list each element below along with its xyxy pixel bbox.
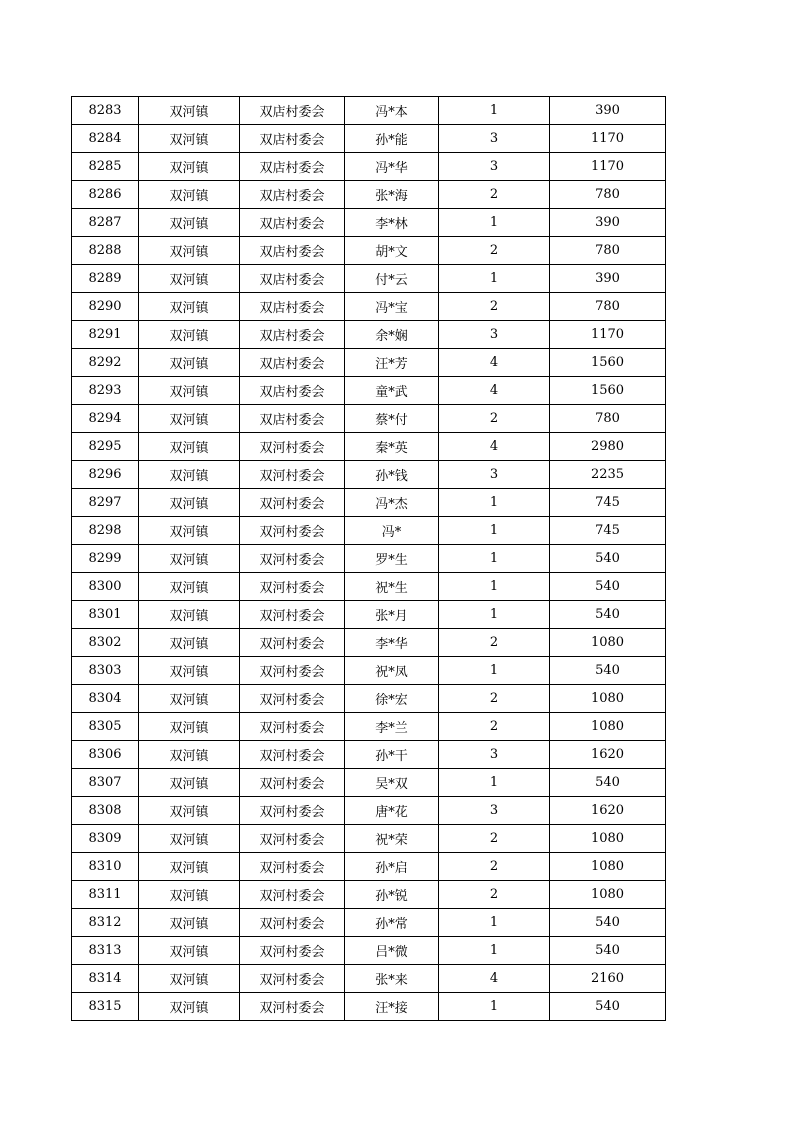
amount-cell: 1620 <box>550 741 666 769</box>
town-cell: 双河镇 <box>139 517 240 545</box>
village-committee-cell: 双河村委会 <box>240 853 345 881</box>
name-cell: 冯*宝 <box>345 293 439 321</box>
village-committee-cell: 双河村委会 <box>240 573 345 601</box>
village-committee-cell: 双河村委会 <box>240 433 345 461</box>
table-row <box>72 545 666 573</box>
count-cell: 2 <box>439 629 550 657</box>
village-committee-cell: 双店村委会 <box>240 237 345 265</box>
village-committee-cell: 双河村委会 <box>240 489 345 517</box>
village-committee-cell: 双店村委会 <box>240 209 345 237</box>
count-cell: 2 <box>439 825 550 853</box>
amount-cell: 745 <box>550 517 666 545</box>
count-cell: 1 <box>439 601 550 629</box>
name-cell: 吕*微 <box>345 937 439 965</box>
name-cell: 汪*芳 <box>345 349 439 377</box>
village-committee-cell: 双店村委会 <box>240 97 345 125</box>
town-cell: 双河镇 <box>139 965 240 993</box>
town-cell: 双河镇 <box>139 293 240 321</box>
table-row <box>72 937 666 965</box>
name-cell: 童*武 <box>345 377 439 405</box>
village-committee-cell: 双河村委会 <box>240 713 345 741</box>
table-row <box>72 125 666 153</box>
village-committee-cell: 双河村委会 <box>240 909 345 937</box>
town-cell: 双河镇 <box>139 853 240 881</box>
name-cell: 罗*生 <box>345 545 439 573</box>
name-cell: 胡*文 <box>345 237 439 265</box>
count-cell: 2 <box>439 405 550 433</box>
village-committee-cell: 双河村委会 <box>240 517 345 545</box>
village-committee-cell: 双河村委会 <box>240 741 345 769</box>
town-cell: 双河镇 <box>139 685 240 713</box>
row-number-cell: 8312 <box>72 909 139 937</box>
name-cell: 徐*宏 <box>345 685 439 713</box>
town-cell: 双河镇 <box>139 909 240 937</box>
name-cell: 冯* <box>345 517 439 545</box>
name-cell: 张*来 <box>345 965 439 993</box>
count-cell: 2 <box>439 685 550 713</box>
amount-cell: 2235 <box>550 461 666 489</box>
town-cell: 双河镇 <box>139 573 240 601</box>
town-cell: 双河镇 <box>139 181 240 209</box>
name-cell: 唐*花 <box>345 797 439 825</box>
amount-cell: 390 <box>550 97 666 125</box>
name-cell: 冯*华 <box>345 153 439 181</box>
row-number-cell: 8292 <box>72 349 139 377</box>
table-row <box>72 657 666 685</box>
amount-cell: 540 <box>550 657 666 685</box>
count-cell: 2 <box>439 853 550 881</box>
village-committee-cell: 双河村委会 <box>240 825 345 853</box>
count-cell: 3 <box>439 461 550 489</box>
amount-cell: 1560 <box>550 349 666 377</box>
name-cell: 余*娴 <box>345 321 439 349</box>
village-committee-cell: 双河村委会 <box>240 797 345 825</box>
row-number-cell: 8303 <box>72 657 139 685</box>
town-cell: 双河镇 <box>139 797 240 825</box>
amount-cell: 390 <box>550 209 666 237</box>
name-cell: 孙*锐 <box>345 881 439 909</box>
town-cell: 双河镇 <box>139 377 240 405</box>
count-cell: 3 <box>439 797 550 825</box>
village-committee-cell: 双河村委会 <box>240 965 345 993</box>
town-cell: 双河镇 <box>139 265 240 293</box>
count-cell: 3 <box>439 153 550 181</box>
amount-cell: 1080 <box>550 825 666 853</box>
amount-cell: 1170 <box>550 125 666 153</box>
table-row <box>72 601 666 629</box>
name-cell: 李*华 <box>345 629 439 657</box>
town-cell: 双河镇 <box>139 237 240 265</box>
table-row <box>72 629 666 657</box>
table-row <box>72 237 666 265</box>
row-number-cell: 8295 <box>72 433 139 461</box>
row-number-cell: 8306 <box>72 741 139 769</box>
name-cell: 张*海 <box>345 181 439 209</box>
name-cell: 祝*生 <box>345 573 439 601</box>
table-row <box>72 573 666 601</box>
village-committee-cell: 双河村委会 <box>240 937 345 965</box>
amount-cell: 540 <box>550 993 666 1021</box>
row-number-cell: 8314 <box>72 965 139 993</box>
name-cell: 蔡*付 <box>345 405 439 433</box>
row-number-cell: 8299 <box>72 545 139 573</box>
town-cell: 双河镇 <box>139 993 240 1021</box>
name-cell: 冯*本 <box>345 97 439 125</box>
count-cell: 4 <box>439 433 550 461</box>
table-row <box>72 153 666 181</box>
count-cell: 2 <box>439 713 550 741</box>
row-number-cell: 8304 <box>72 685 139 713</box>
name-cell: 祝*凤 <box>345 657 439 685</box>
row-number-cell: 8296 <box>72 461 139 489</box>
name-cell: 秦*英 <box>345 433 439 461</box>
village-committee-cell: 双河村委会 <box>240 881 345 909</box>
amount-cell: 1620 <box>550 797 666 825</box>
town-cell: 双河镇 <box>139 209 240 237</box>
table-row <box>72 265 666 293</box>
amount-cell: 540 <box>550 909 666 937</box>
amount-cell: 1080 <box>550 853 666 881</box>
amount-cell: 1080 <box>550 629 666 657</box>
table-row <box>72 293 666 321</box>
village-committee-cell: 双店村委会 <box>240 377 345 405</box>
town-cell: 双河镇 <box>139 713 240 741</box>
village-committee-cell: 双店村委会 <box>240 321 345 349</box>
town-cell: 双河镇 <box>139 433 240 461</box>
town-cell: 双河镇 <box>139 657 240 685</box>
row-number-cell: 8284 <box>72 125 139 153</box>
amount-cell: 780 <box>550 181 666 209</box>
table-body <box>72 97 666 1021</box>
row-number-cell: 8285 <box>72 153 139 181</box>
name-cell: 孙*常 <box>345 909 439 937</box>
table-row <box>72 97 666 125</box>
row-number-cell: 8289 <box>72 265 139 293</box>
amount-cell: 2980 <box>550 433 666 461</box>
village-committee-cell: 双店村委会 <box>240 181 345 209</box>
amount-cell: 1080 <box>550 881 666 909</box>
count-cell: 1 <box>439 517 550 545</box>
count-cell: 3 <box>439 741 550 769</box>
town-cell: 双河镇 <box>139 461 240 489</box>
name-cell: 汪*接 <box>345 993 439 1021</box>
row-number-cell: 8301 <box>72 601 139 629</box>
town-cell: 双河镇 <box>139 629 240 657</box>
table-row <box>72 377 666 405</box>
row-number-cell: 8300 <box>72 573 139 601</box>
row-number-cell: 8291 <box>72 321 139 349</box>
count-cell: 1 <box>439 937 550 965</box>
name-cell: 李*兰 <box>345 713 439 741</box>
row-number-cell: 8305 <box>72 713 139 741</box>
count-cell: 1 <box>439 769 550 797</box>
table-row <box>72 881 666 909</box>
count-cell: 3 <box>439 125 550 153</box>
village-committee-cell: 双店村委会 <box>240 293 345 321</box>
name-cell: 孙*能 <box>345 125 439 153</box>
town-cell: 双河镇 <box>139 601 240 629</box>
count-cell: 4 <box>439 349 550 377</box>
count-cell: 4 <box>439 377 550 405</box>
town-cell: 双河镇 <box>139 349 240 377</box>
count-cell: 2 <box>439 881 550 909</box>
data-table <box>71 96 666 1021</box>
name-cell: 冯*杰 <box>345 489 439 517</box>
town-cell: 双河镇 <box>139 825 240 853</box>
village-committee-cell: 双店村委会 <box>240 405 345 433</box>
row-number-cell: 8288 <box>72 237 139 265</box>
row-number-cell: 8311 <box>72 881 139 909</box>
count-cell: 1 <box>439 209 550 237</box>
table-row <box>72 321 666 349</box>
table-row <box>72 965 666 993</box>
amount-cell: 1170 <box>550 321 666 349</box>
town-cell: 双河镇 <box>139 881 240 909</box>
count-cell: 1 <box>439 909 550 937</box>
table-row <box>72 769 666 797</box>
row-number-cell: 8287 <box>72 209 139 237</box>
village-committee-cell: 双河村委会 <box>240 601 345 629</box>
row-number-cell: 8298 <box>72 517 139 545</box>
name-cell: 付*云 <box>345 265 439 293</box>
name-cell: 祝*荣 <box>345 825 439 853</box>
count-cell: 1 <box>439 265 550 293</box>
village-committee-cell: 双河村委会 <box>240 545 345 573</box>
village-committee-cell: 双河村委会 <box>240 657 345 685</box>
table-row <box>72 741 666 769</box>
table-row <box>72 825 666 853</box>
village-committee-cell: 双河村委会 <box>240 993 345 1021</box>
name-cell: 孙*钱 <box>345 461 439 489</box>
row-number-cell: 8310 <box>72 853 139 881</box>
amount-cell: 2160 <box>550 965 666 993</box>
row-number-cell: 8293 <box>72 377 139 405</box>
row-number-cell: 8286 <box>72 181 139 209</box>
village-committee-cell: 双河村委会 <box>240 685 345 713</box>
amount-cell: 780 <box>550 293 666 321</box>
table-row <box>72 993 666 1021</box>
amount-cell: 1080 <box>550 685 666 713</box>
row-number-cell: 8309 <box>72 825 139 853</box>
amount-cell: 390 <box>550 265 666 293</box>
row-number-cell: 8308 <box>72 797 139 825</box>
table-row <box>72 517 666 545</box>
name-cell: 李*林 <box>345 209 439 237</box>
table-row <box>72 853 666 881</box>
row-number-cell: 8290 <box>72 293 139 321</box>
count-cell: 1 <box>439 993 550 1021</box>
row-number-cell: 8302 <box>72 629 139 657</box>
amount-cell: 540 <box>550 769 666 797</box>
town-cell: 双河镇 <box>139 405 240 433</box>
count-cell: 1 <box>439 573 550 601</box>
table-row <box>72 209 666 237</box>
row-number-cell: 8307 <box>72 769 139 797</box>
row-number-cell: 8313 <box>72 937 139 965</box>
village-committee-cell: 双店村委会 <box>240 349 345 377</box>
table-row <box>72 349 666 377</box>
amount-cell: 540 <box>550 545 666 573</box>
table-row <box>72 489 666 517</box>
village-committee-cell: 双店村委会 <box>240 125 345 153</box>
name-cell: 吴*双 <box>345 769 439 797</box>
amount-cell: 780 <box>550 237 666 265</box>
count-cell: 2 <box>439 237 550 265</box>
town-cell: 双河镇 <box>139 769 240 797</box>
town-cell: 双河镇 <box>139 321 240 349</box>
name-cell: 孙*干 <box>345 741 439 769</box>
amount-cell: 540 <box>550 573 666 601</box>
town-cell: 双河镇 <box>139 153 240 181</box>
count-cell: 2 <box>439 181 550 209</box>
amount-cell: 540 <box>550 601 666 629</box>
table-row <box>72 685 666 713</box>
table-row <box>72 433 666 461</box>
village-committee-cell: 双店村委会 <box>240 153 345 181</box>
table-row <box>72 181 666 209</box>
town-cell: 双河镇 <box>139 741 240 769</box>
table-row <box>72 797 666 825</box>
amount-cell: 1560 <box>550 377 666 405</box>
table-row <box>72 713 666 741</box>
amount-cell: 745 <box>550 489 666 517</box>
table-row <box>72 909 666 937</box>
town-cell: 双河镇 <box>139 97 240 125</box>
amount-cell: 540 <box>550 937 666 965</box>
count-cell: 2 <box>439 293 550 321</box>
amount-cell: 1080 <box>550 713 666 741</box>
name-cell: 张*月 <box>345 601 439 629</box>
amount-cell: 780 <box>550 405 666 433</box>
town-cell: 双河镇 <box>139 545 240 573</box>
village-committee-cell: 双河村委会 <box>240 769 345 797</box>
town-cell: 双河镇 <box>139 489 240 517</box>
row-number-cell: 8283 <box>72 97 139 125</box>
table-row <box>72 461 666 489</box>
row-number-cell: 8315 <box>72 993 139 1021</box>
town-cell: 双河镇 <box>139 937 240 965</box>
count-cell: 3 <box>439 321 550 349</box>
amount-cell: 1170 <box>550 153 666 181</box>
row-number-cell: 8297 <box>72 489 139 517</box>
count-cell: 1 <box>439 489 550 517</box>
town-cell: 双河镇 <box>139 125 240 153</box>
name-cell: 孙*启 <box>345 853 439 881</box>
village-committee-cell: 双河村委会 <box>240 629 345 657</box>
count-cell: 1 <box>439 657 550 685</box>
count-cell: 1 <box>439 97 550 125</box>
table-row <box>72 405 666 433</box>
count-cell: 4 <box>439 965 550 993</box>
village-committee-cell: 双店村委会 <box>240 265 345 293</box>
row-number-cell: 8294 <box>72 405 139 433</box>
count-cell: 1 <box>439 545 550 573</box>
village-committee-cell: 双河村委会 <box>240 461 345 489</box>
